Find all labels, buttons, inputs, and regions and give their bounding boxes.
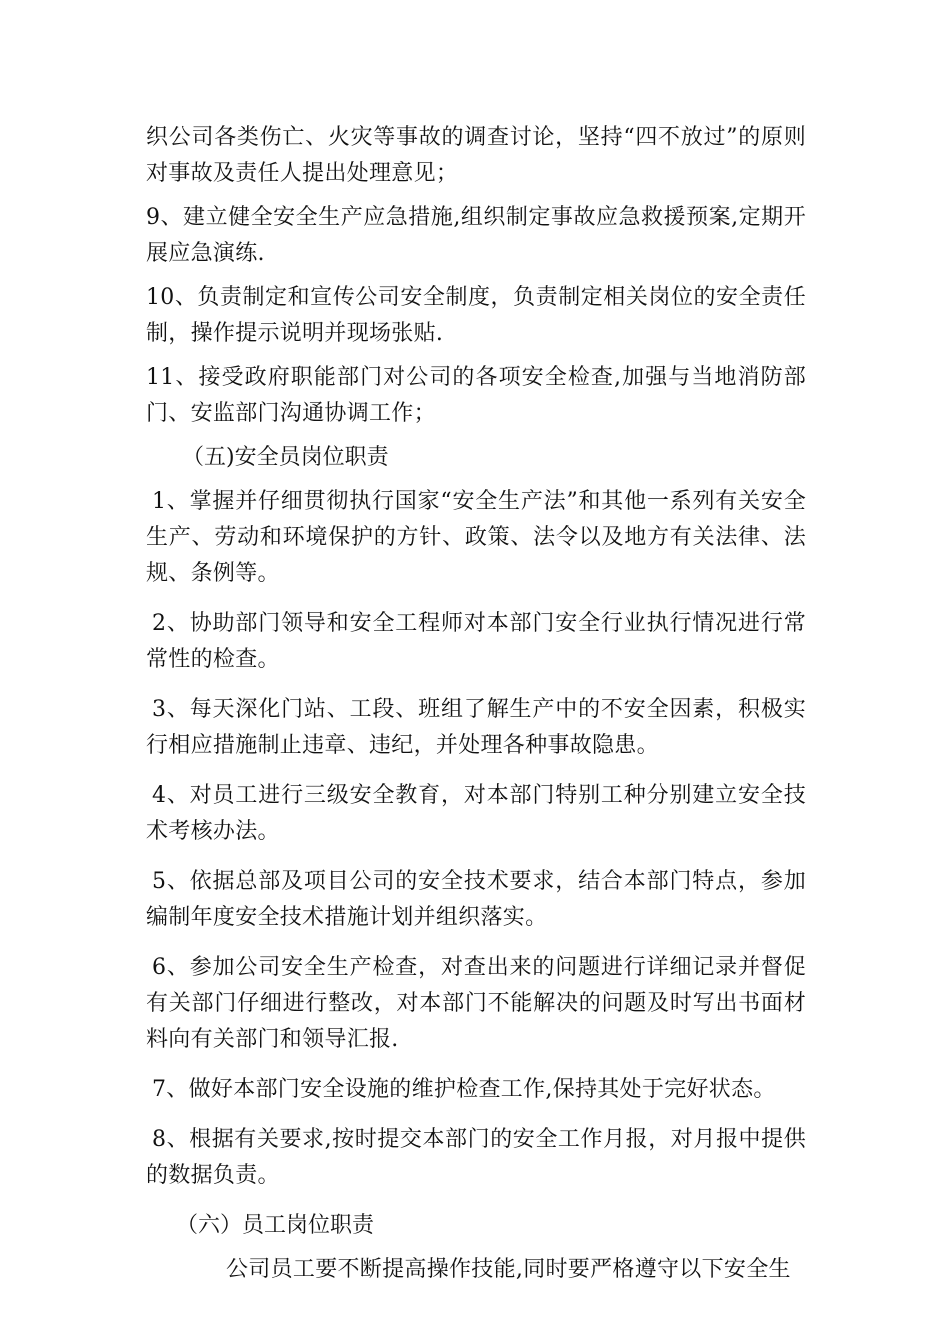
safety-officer-item-4: 4、对员工进行三级安全教育，对本部门特别工种分别建立安全技术考核办法。: [146, 783, 806, 844]
paragraph-item-9: 9、建立健全安全生产应急措施,组织制定事故应急救援预案,定期开展应急演练.: [146, 205, 806, 266]
paragraph-item-10: 10、负责制定和宣传公司安全制度，负责制定相关岗位的安全责任制，操作提示说明并现场张贴.: [146, 285, 806, 346]
safety-officer-item-3: 3、每天深化门站、工段、班组了解生产中的不安全因素，积极实行相应措施制止违章、违纪，并处理各种事故隐患。: [146, 697, 806, 758]
section-heading-employee: （六）员工岗位职责: [176, 1213, 375, 1238]
safety-officer-item-1: 1、掌握并仔细贯彻执行国家“安全生产法”和其他一系列有关安全生产、劳动和环境保护的方针、政策、法令以及地方有关法律、法规、条例等。: [146, 489, 806, 586]
section-heading-safety-officer: （五)安全员岗位职责: [182, 445, 389, 470]
document-body: [146, 120, 806, 1288]
paragraph-accident-investigation: 织公司各类伤亡、火灾等事故的调查讨论，坚持“四不放过”的原则对事故及责任人提出处理意见；: [146, 125, 806, 186]
safety-officer-item-7: 7、做好本部门安全设施的维护检查工作,保持其处于完好状态。: [152, 1077, 776, 1102]
safety-officer-item-8: 8、根据有关要求,按时提交本部门的安全工作月报，对月报中提供的数据负责。: [146, 1127, 806, 1188]
paragraph-item-11: 11、接受政府职能部门对公司的各项安全检查,加强与当地消防部门、安监部门沟通协调工作；: [146, 365, 806, 426]
employee-intro-paragraph: 公司员工要不断提高操作技能,同时要严格遵守以下安全生: [226, 1257, 791, 1282]
safety-officer-item-2: 2、协助部门领导和安全工程师对本部门安全行业执行情况进行常常性的检查。: [146, 611, 806, 672]
safety-officer-item-6: 6、参加公司安全生产检查，对查出来的问题进行详细记录并督促有关部门仔细进行整改，对本部门不能解决的问题及时写出书面材料向有关部门和领导汇报.: [146, 955, 806, 1052]
safety-officer-item-5: 5、依据总部及项目公司的安全技术要求，结合本部门特点，参加编制年度安全技术措施计划并组织落实。: [146, 869, 806, 930]
